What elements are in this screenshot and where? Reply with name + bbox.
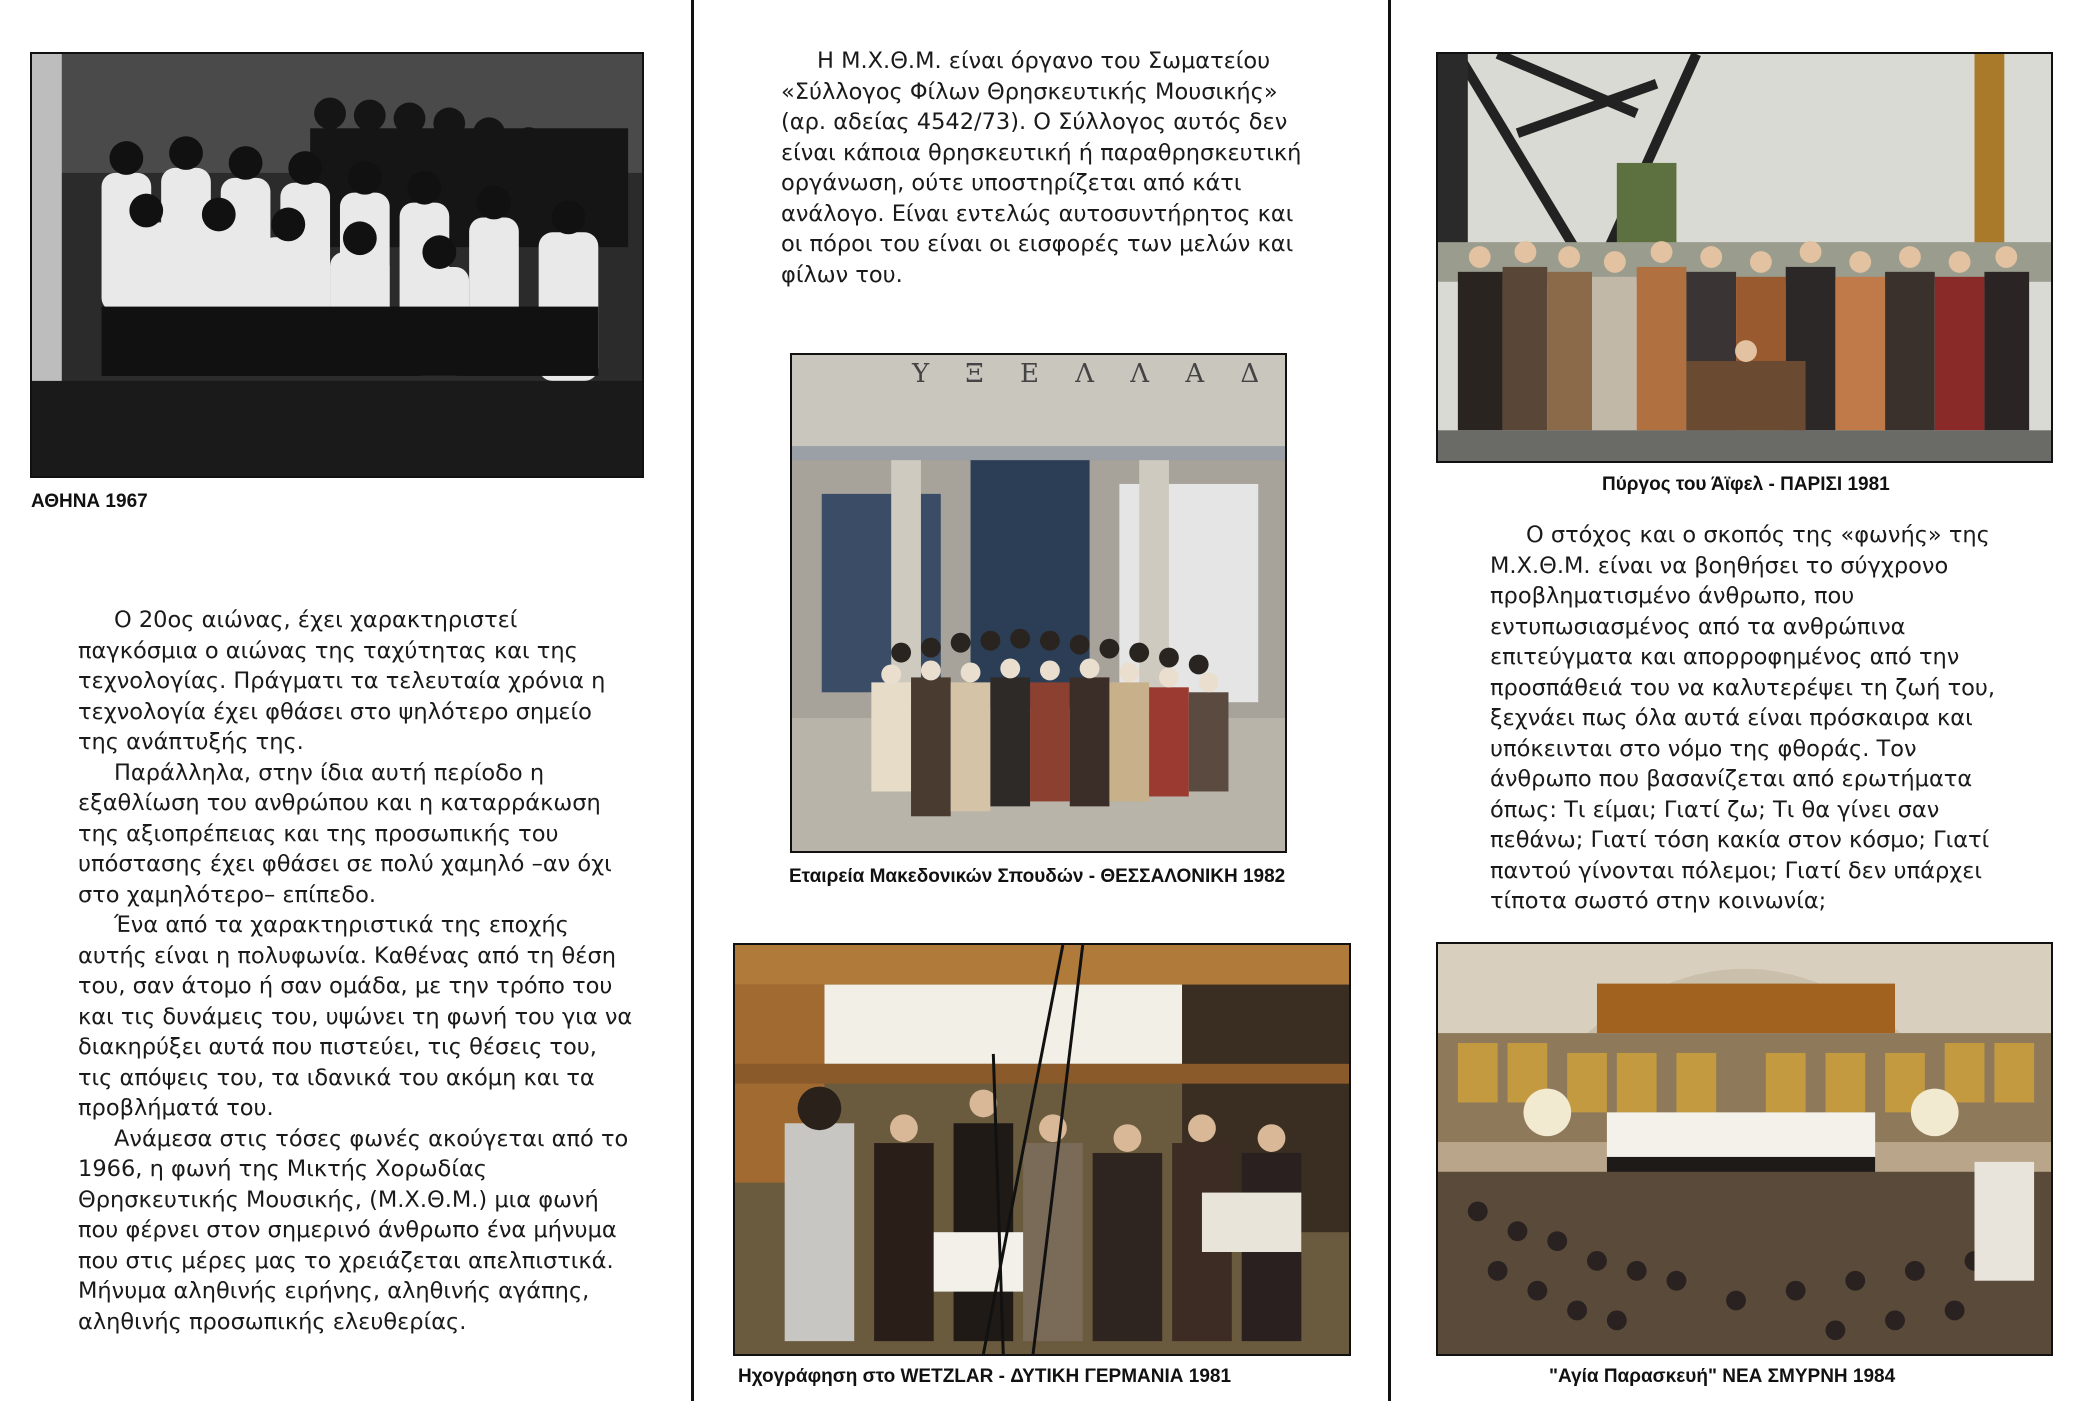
column-divider-right — [1388, 0, 1391, 1401]
photo-eiffel-tower-group — [1436, 52, 2053, 463]
paragraph-meanwhile: Παράλληλα, στην ίδια αυτή περίοδο η εξαθλίωση του ανθρώπου και η καταρράκωση της αξιοπρέπειας και της προσωπικής του υπόστασης έχει φθάσει σε πολύ χαμηλό –αν όχι στο χαμηλότερο– επίπεδο. — [78, 759, 612, 908]
caption-athens-1967: ΑΘΗΝΑ 1967 — [31, 491, 148, 512]
column1-text — [78, 605, 638, 1337]
paragraph-association: Η Μ.Χ.Θ.Μ. είναι όργανο του Σωματείου «Σύλλογος Φίλων Θρησκευτικής Μουσικής» (αρ. αδείας 4542/73). Ο Σύλλογος αυτός δεν είναι κάποια θρησκευτική ή παραθρησκευτική οργάνωση, ούτε υποστηρίζεται από κάτι ανάλογο. Είναι εντελώς αυτοσυντήρητος και οι πόροι του είναι οι εισφορές των μελών και φίλων του. — [781, 48, 1302, 288]
paragraph-20th-century: Ο 20ος αιώνας, έχει χαρακτηριστεί παγκόσμια ο αιώνας της ταχύτητας και της τεχνολογίας. Πράγματι τα τελευταία χρόνια η τεχνολογία έχει φθάσει στο ψηλότερο σημείο της ανάπτυξής της. — [78, 607, 606, 755]
paragraph-goal: Ο στόχος και ο σκοπός της «φωνής» της Μ.Χ.Θ.Μ. είναι να βοηθήσει το σύγχρονο προβληματισμένο άνθρωπο, που εντυπωσιασμένος από τα ανθρώπινα επιτεύγματα και απορροφημένος από την προσπάθειά του να καλυτερέψει τη ζωή του, ξεχνάει πως όλα αυτά είναι πρόσκαιρα και υπόκεινται στο νόμο της φθοράς. Τον άνθρωπο που βασανίζεται από ερωτήματα όπως: Τι είμαι; Γιατί ζω; Τι θα γίνει σαν πεθάνω; Γιατί τόση κακία στον κόσμο; Γιατί παντού γίνονται πόλεμοι; Γιατί δεν υπάρχει τίποτα σωστό στην κοινωνία; — [1490, 522, 1996, 914]
caption-nea-smyrni-1984: "Αγία Παρασκευή" ΝΕΑ ΣΜΥΡΝΗ 1984 — [1549, 1366, 1896, 1387]
photo-wetzlar-recording — [733, 943, 1351, 1356]
paragraph-polyphony: Ένα από τα χαρακτηριστικά της εποχής αυτής είναι η πολυφωνία. Καθένας από τη θέση του, σαν άτομο ή σαν ομάδα, με την τρόπο του και τις δυνάμεις του, υψώνει τη φωνή του για να διακηρύξει αυτά που πιστεύει, τις θέσεις του, τις απόψεις του, τα ιδανικά του ακόμη και τα προβλήματά του. — [78, 912, 633, 1121]
paragraph-choir-voice: Ανάμεσα στις τόσες φωνές ακούγεται από το 1966, η φωνή της Μικτής Χορωδίας Θρησκευτικής Μουσικής, (Μ.Χ.Θ.Μ.) μια φωνή που φέρνει στον σημερινό άνθρωπο ένα μήνυμα που στις μέρες μας το χρειάζεται απελπιστικά. Μήνυμα αληθινής ειρήνης, αληθινής αγάπης, αληθινής προσωπικής ελευθερίας. — [78, 1125, 629, 1335]
building-sign: Υ Ξ Ε Λ Λ Α Δ — [912, 359, 1274, 389]
caption-thessaloniki-1982: Εταιρεία Μακεδονικών Σπουδών - ΘΕΣΣΑΛΟΝΙΚΗ 1982 — [789, 866, 1286, 887]
caption-paris-1981: Πύργος του Άϊφελ - ΠΑΡΙΣΙ 1981 — [1602, 474, 1890, 495]
photo-athens-choir — [30, 52, 644, 478]
photo-agia-paraskevi-church — [1436, 942, 2053, 1356]
column-divider-left — [691, 0, 694, 1401]
column2-text — [781, 46, 1321, 290]
caption-wetzlar-1981: Ηχογράφηση στο WETZLAR - ΔΥΤΙΚΗ ΓΕΡΜΑΝΙΑ 1981 — [738, 1366, 1232, 1387]
photo-thessaloniki-group — [790, 353, 1287, 853]
column3-text — [1490, 520, 2010, 917]
